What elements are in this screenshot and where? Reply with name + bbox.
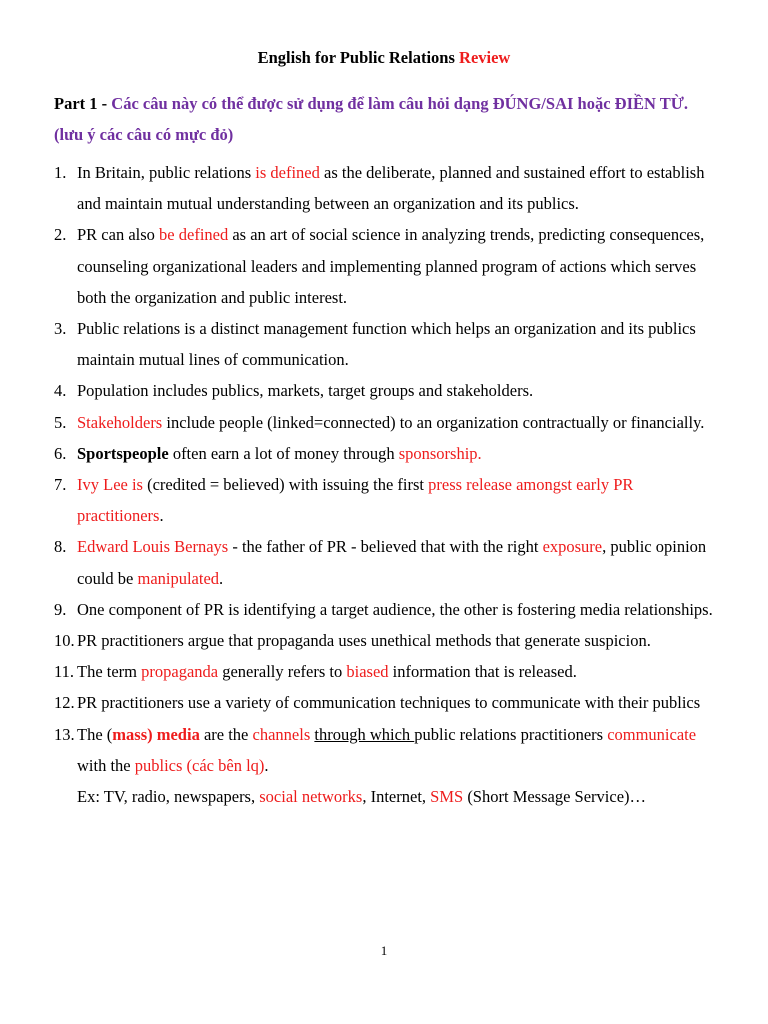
list-item [0,469,717,531]
list-item [0,219,717,313]
item-text-segment: be defined [159,225,229,245]
item-number: 7. [54,475,67,495]
list-item [0,656,717,687]
item-text-segment: In Britain, public relations [77,163,256,182]
item-text-segment: SMS [430,787,464,807]
item-text-segment: PR practitioners use a variety of communication techniques to communicate with their publics [77,693,701,713]
item-text-segment: (Short Message Service)… [463,787,647,807]
part-heading [54,88,714,150]
item-text-segment: Population includes publics, markets, target groups and stakeholders. [77,381,534,401]
item-text-segment: Ex: TV, radio, newspapers, [77,787,260,807]
item-text-segment: through which [314,724,415,744]
item-text-segment: manipulated [137,568,220,588]
part-label: Part 1 - [54,94,112,113]
item-text-segment: , public opinion could be [77,537,707,588]
page-number: 1 [380,943,388,958]
document-title [0,47,768,69]
part-instruction: Các câu này có thể được sử dụng để làm câu hỏi dạng ĐÚNG/SAI hoặc ĐIỀN TỪ. (lưu ý các câu có mực đỏ) [54,94,688,144]
list-item [0,407,717,438]
list-item [0,438,717,469]
item-text-segment: generally refers to [218,662,347,682]
item-text-segment: PR can also [77,225,160,245]
list-item [0,719,717,813]
item-text-segment: Stakeholders [77,412,163,432]
item-text-segment: The term [77,662,142,682]
item-text-segment: information that is released. [388,662,577,682]
item-number: 5. [54,412,67,432]
item-number: 2. [54,225,67,245]
statement-list [0,157,768,812]
item-text-segment: as an art of social science in analyzing trends, predicting consequences, counseling organizational leaders and implementing planned program of actions which serves both the organization and public interest. [77,225,705,307]
item-number: 12. [54,693,75,713]
item-number: 8. [54,537,67,557]
item-number: 4. [54,381,67,401]
item-text-segment: often earn a lot of money through [168,443,399,463]
item-text-segment: - the father of PR - believed that with the right [228,537,543,557]
item-text-segment: Public relations is a distinct management function which helps an organization and its publics maintain mutual lines of communication. [77,319,696,370]
item-number: 10. [54,631,75,651]
item-text-segment: exposure [542,537,603,557]
item-number: 11. [54,662,75,682]
item-text-segment: Ivy Lee is [77,475,143,495]
item-text-segment: channels [252,724,311,744]
item-text-segment: propaganda [141,662,219,682]
item-text-segment: (credited = believed) with issuing the first [142,475,429,495]
item-text-segment: press release amongst early PR practitioners [77,475,634,526]
list-item [0,625,717,656]
item-text-segment: mass) media [112,724,200,744]
item-text-segment: is defined [255,163,320,182]
item-text-segment: social networks [259,787,363,807]
item-text-segment: , Internet, [362,787,431,807]
item-text-segment: PR practitioners argue that propaganda uses unethical methods that generate suspicion. [77,631,651,651]
list-item [0,687,717,718]
item-text-segment: . [264,755,269,775]
item-text-segment: Edward Louis Bernays [77,537,229,557]
list-item [0,313,717,375]
item-text-segment: are the [199,724,253,744]
item-number: 3. [54,319,67,339]
list-item [0,157,717,219]
item-text-segment: One component of PR is identifying a target audience, the other is fostering media relationships. [77,599,713,619]
item-text-segment: . [219,568,224,588]
item-text-segment: publics (các bên lq) [134,755,265,775]
item-text-segment: . [159,506,164,526]
item-text-segment: include people (linked=connected) to an organization contractually or financially. [162,412,705,432]
item-text-segment: with the [77,755,135,775]
title-accent: Review [459,48,511,67]
item-number: 6. [54,443,67,463]
item-text-segment: communicate [607,724,697,744]
item-number: 13. [54,724,75,744]
item-text-segment: Sportspeople [77,443,169,463]
list-item [0,594,717,625]
item-text-segment: public relations practitioners [414,724,608,744]
item-text-segment: sponsorship. [398,443,482,463]
item-text-segment: The ( [77,724,113,744]
item-number: 9. [54,599,67,619]
item-number: 1. [54,163,67,182]
list-item [0,531,717,593]
item-text-segment: as the deliberate, planned and sustained effort to establish and maintain mutual understanding between an organization and its publics. [77,163,705,214]
item-text-segment: biased [346,662,389,682]
list-item [0,375,717,406]
title-main: English for Public Relations [257,48,460,67]
